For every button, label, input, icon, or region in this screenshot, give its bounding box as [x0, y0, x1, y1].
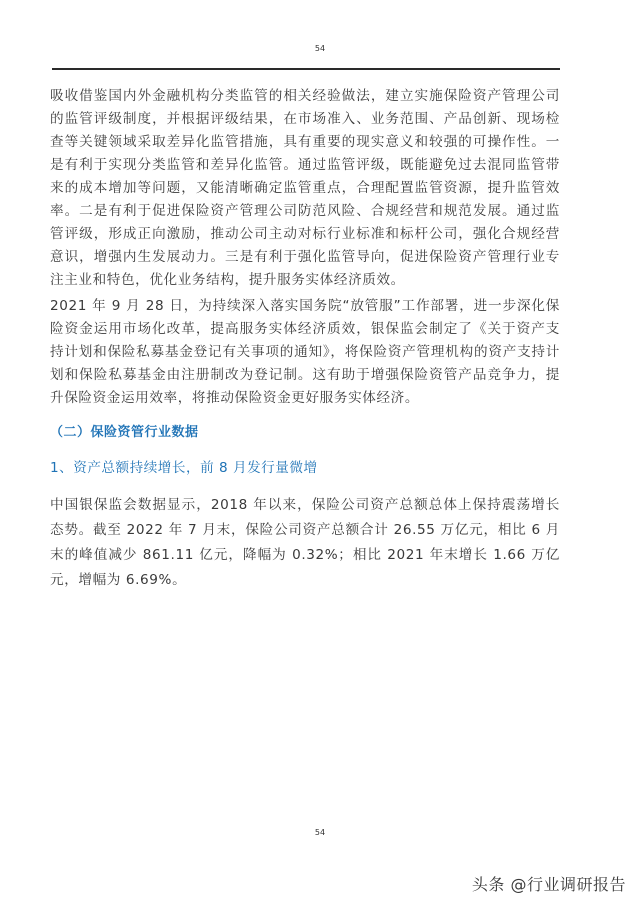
paragraph-asset-data: 中国银保监会数据显示，2018 年以来，保险公司资产总额总体上保持震荡增长态势。截至 2022 年 7 月末，保险公司资产总额合计 26.55 万亿元，相比 6 月末的峰值减少 861.11 亿元，降幅为 0.32%；相比 2021 年末增长 1.66 万亿元，增幅为 6.69%。: [50, 497, 560, 588]
section-heading: （二）保险资管行业数据: [50, 425, 199, 440]
page-number-bottom: 54: [314, 828, 326, 837]
paragraph-registration-reform: 2021 年 9 月 28 日，为持续深入落实国务院“放管服”工作部署，进一步深化保险资金运用市场化改革，提高服务实体经济质效，银保监会制定了《关于资产支持计划和保险私募基金登记有关事项的通知》，将保险资产管理机构的资产支持计划和保险私募基金由注册制改为登记制。这有助于增强保险资管产品竞争力，提升保险资金运用效率，将推动保险资金更好服务实体经济。: [50, 298, 560, 406]
header-rule: [52, 68, 560, 70]
document-body: [50, 85, 560, 593]
page-number-top: 54: [314, 44, 326, 53]
sub-heading: 1、资产总额持续增长，前 8 月发行量微增: [50, 460, 318, 476]
paragraph-regulatory-rating: 吸收借鉴国内外金融机构分类监管的相关经验做法，建立实施保险资产管理公司的监管评级制度，并根据评级结果，在市场准入、业务范围、产品创新、现场检查等关键领域采取差异化监管措施，具有重要的现实意义和较强的可操作性。一是有利于实现分类监管和差异化监管。通过监管评级，既能避免过去混同监管带来的成本增加等问题，又能清晰确定监管重点，合理配置监管资源，提升监管效率。二是有利于促进保险资产管理公司防范风险、合规经营和规范发展。通过监管评级，形成正向激励，推动公司主动对标行业标准和标杆公司，强化合规经营意识，增强内生发展动力。三是有利于强化监管导向，促进保险资产管理行业专注主业和特色，优化业务结构，提升服务实体经济质效。: [50, 88, 560, 288]
source-watermark: 头条 @行业调研报告: [471, 875, 626, 894]
